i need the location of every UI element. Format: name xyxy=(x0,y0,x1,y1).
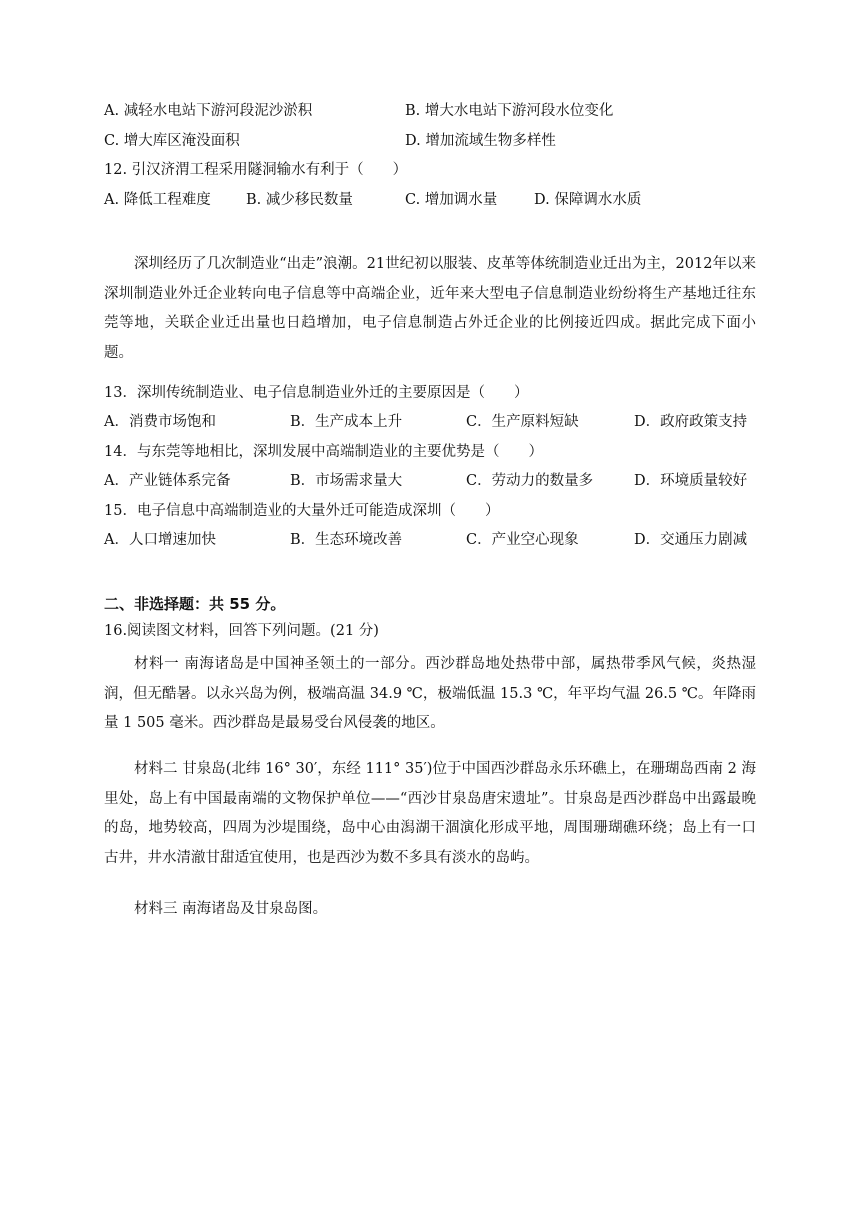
q11-option-c: C. 增大库区淹没面积 xyxy=(104,133,240,149)
material-3 xyxy=(104,895,756,925)
q15-stem: 15．电子信息中高端制造业的大量外迁可能造成深圳（ ） xyxy=(104,503,500,519)
material-1-text: 材料一 南海诸岛是中国神圣领土的一部分。西沙群岛地处热带中部，属热带季风气候，炎热湿润，但无酷暑。以永兴岛为例，极端高温 34.9 ℃，极端低温 15.3 ℃，年平均气温 26.5 ℃。年降雨量 1 505 毫米。西沙群岛是最易受台风侵袭的地区。 xyxy=(104,656,756,731)
q12-option-a: A. 降低工程难度 xyxy=(104,192,211,208)
shenzhen-passage xyxy=(104,250,756,368)
material-2-text: 材料二 甘泉岛(北纬 16° 30′，东经 111° 35′)位于中国西沙群岛永乐环礁上，在珊瑚岛西南 2 海里处，岛上有中国最南端的文物保护单位——“西沙甘泉岛唐宋遗址”。甘泉岛是西沙群岛中出露最晚的岛，地势较高，四周为沙堤围绕，岛中心由潟湖干涸演化形成平地，周围珊瑚礁环绕；岛上有一口古井，井水清澈甘甜适宜使用，也是西沙为数不多具有淡水的岛屿。 xyxy=(104,761,756,866)
q13-option-b: B．生产成本上升 xyxy=(290,414,403,430)
material-1 xyxy=(104,650,756,739)
q14-option-c: C．劳动力的数量多 xyxy=(466,473,594,489)
q13-stem: 13．深圳传统制造业、电子信息制造业外迁的主要原因是（ ） xyxy=(104,385,529,401)
q15-option-c: C．产业空心现象 xyxy=(466,532,579,548)
q11-option-d: D. 增加流域生物多样性 xyxy=(405,133,556,149)
q12-stem: 12. 引汉济渭工程采用隧洞输水有利于（ ） xyxy=(104,162,408,178)
q15-option-a: A．人口增速加快 xyxy=(104,532,216,548)
q14-option-b: B．市场需求量大 xyxy=(290,473,403,489)
q15-option-d: D．交通压力剧减 xyxy=(634,532,748,548)
q12-option-b: B. 减少移民数量 xyxy=(246,192,353,208)
section-heading: 二、非选择题：共 55 分。 xyxy=(104,595,286,613)
material-3-text: 材料三 南海诸岛及甘泉岛图。 xyxy=(134,901,328,917)
q14-option-d: D．环境质量较好 xyxy=(634,473,748,489)
q14-option-a: A．产业链体系完备 xyxy=(104,473,231,489)
q16-stem: 16.阅读图文材料，回答下列问题。(21 分) xyxy=(104,623,379,639)
q15-option-b: B．生态环境改善 xyxy=(290,532,403,548)
shenzhen-passage-text: 深圳经历了几次制造业“出走”浪潮。21世纪初以服装、皮革等体统制造业迁出为主，2012年以来深圳制造业外迁企业转向电子信息等中高端企业，近年来大型电子信息制造业纷纷将生产基地迁往东莞等地，关联企业迁出量也日趋增加，电子信息制造占外迁企业的比例接近四成。据此完成下面小题。 xyxy=(104,256,756,361)
q11-option-b: B. 增大水电站下游河段水位变化 xyxy=(405,103,614,119)
q12-option-c: C. 增加调水量 xyxy=(405,192,498,208)
material-2 xyxy=(104,755,756,873)
q12-option-d: D. 保障调水水质 xyxy=(534,192,642,208)
q13-option-d: D．政府政策支持 xyxy=(634,414,748,430)
q11-option-a: A. 减轻水电站下游河段泥沙淤积 xyxy=(104,103,313,119)
q14-stem: 14．与东莞等地相比，深圳发展中高端制造业的主要优势是（ ） xyxy=(104,444,543,460)
q13-option-c: C．生产原料短缺 xyxy=(466,414,579,430)
q13-option-a: A．消费市场饱和 xyxy=(104,414,216,430)
